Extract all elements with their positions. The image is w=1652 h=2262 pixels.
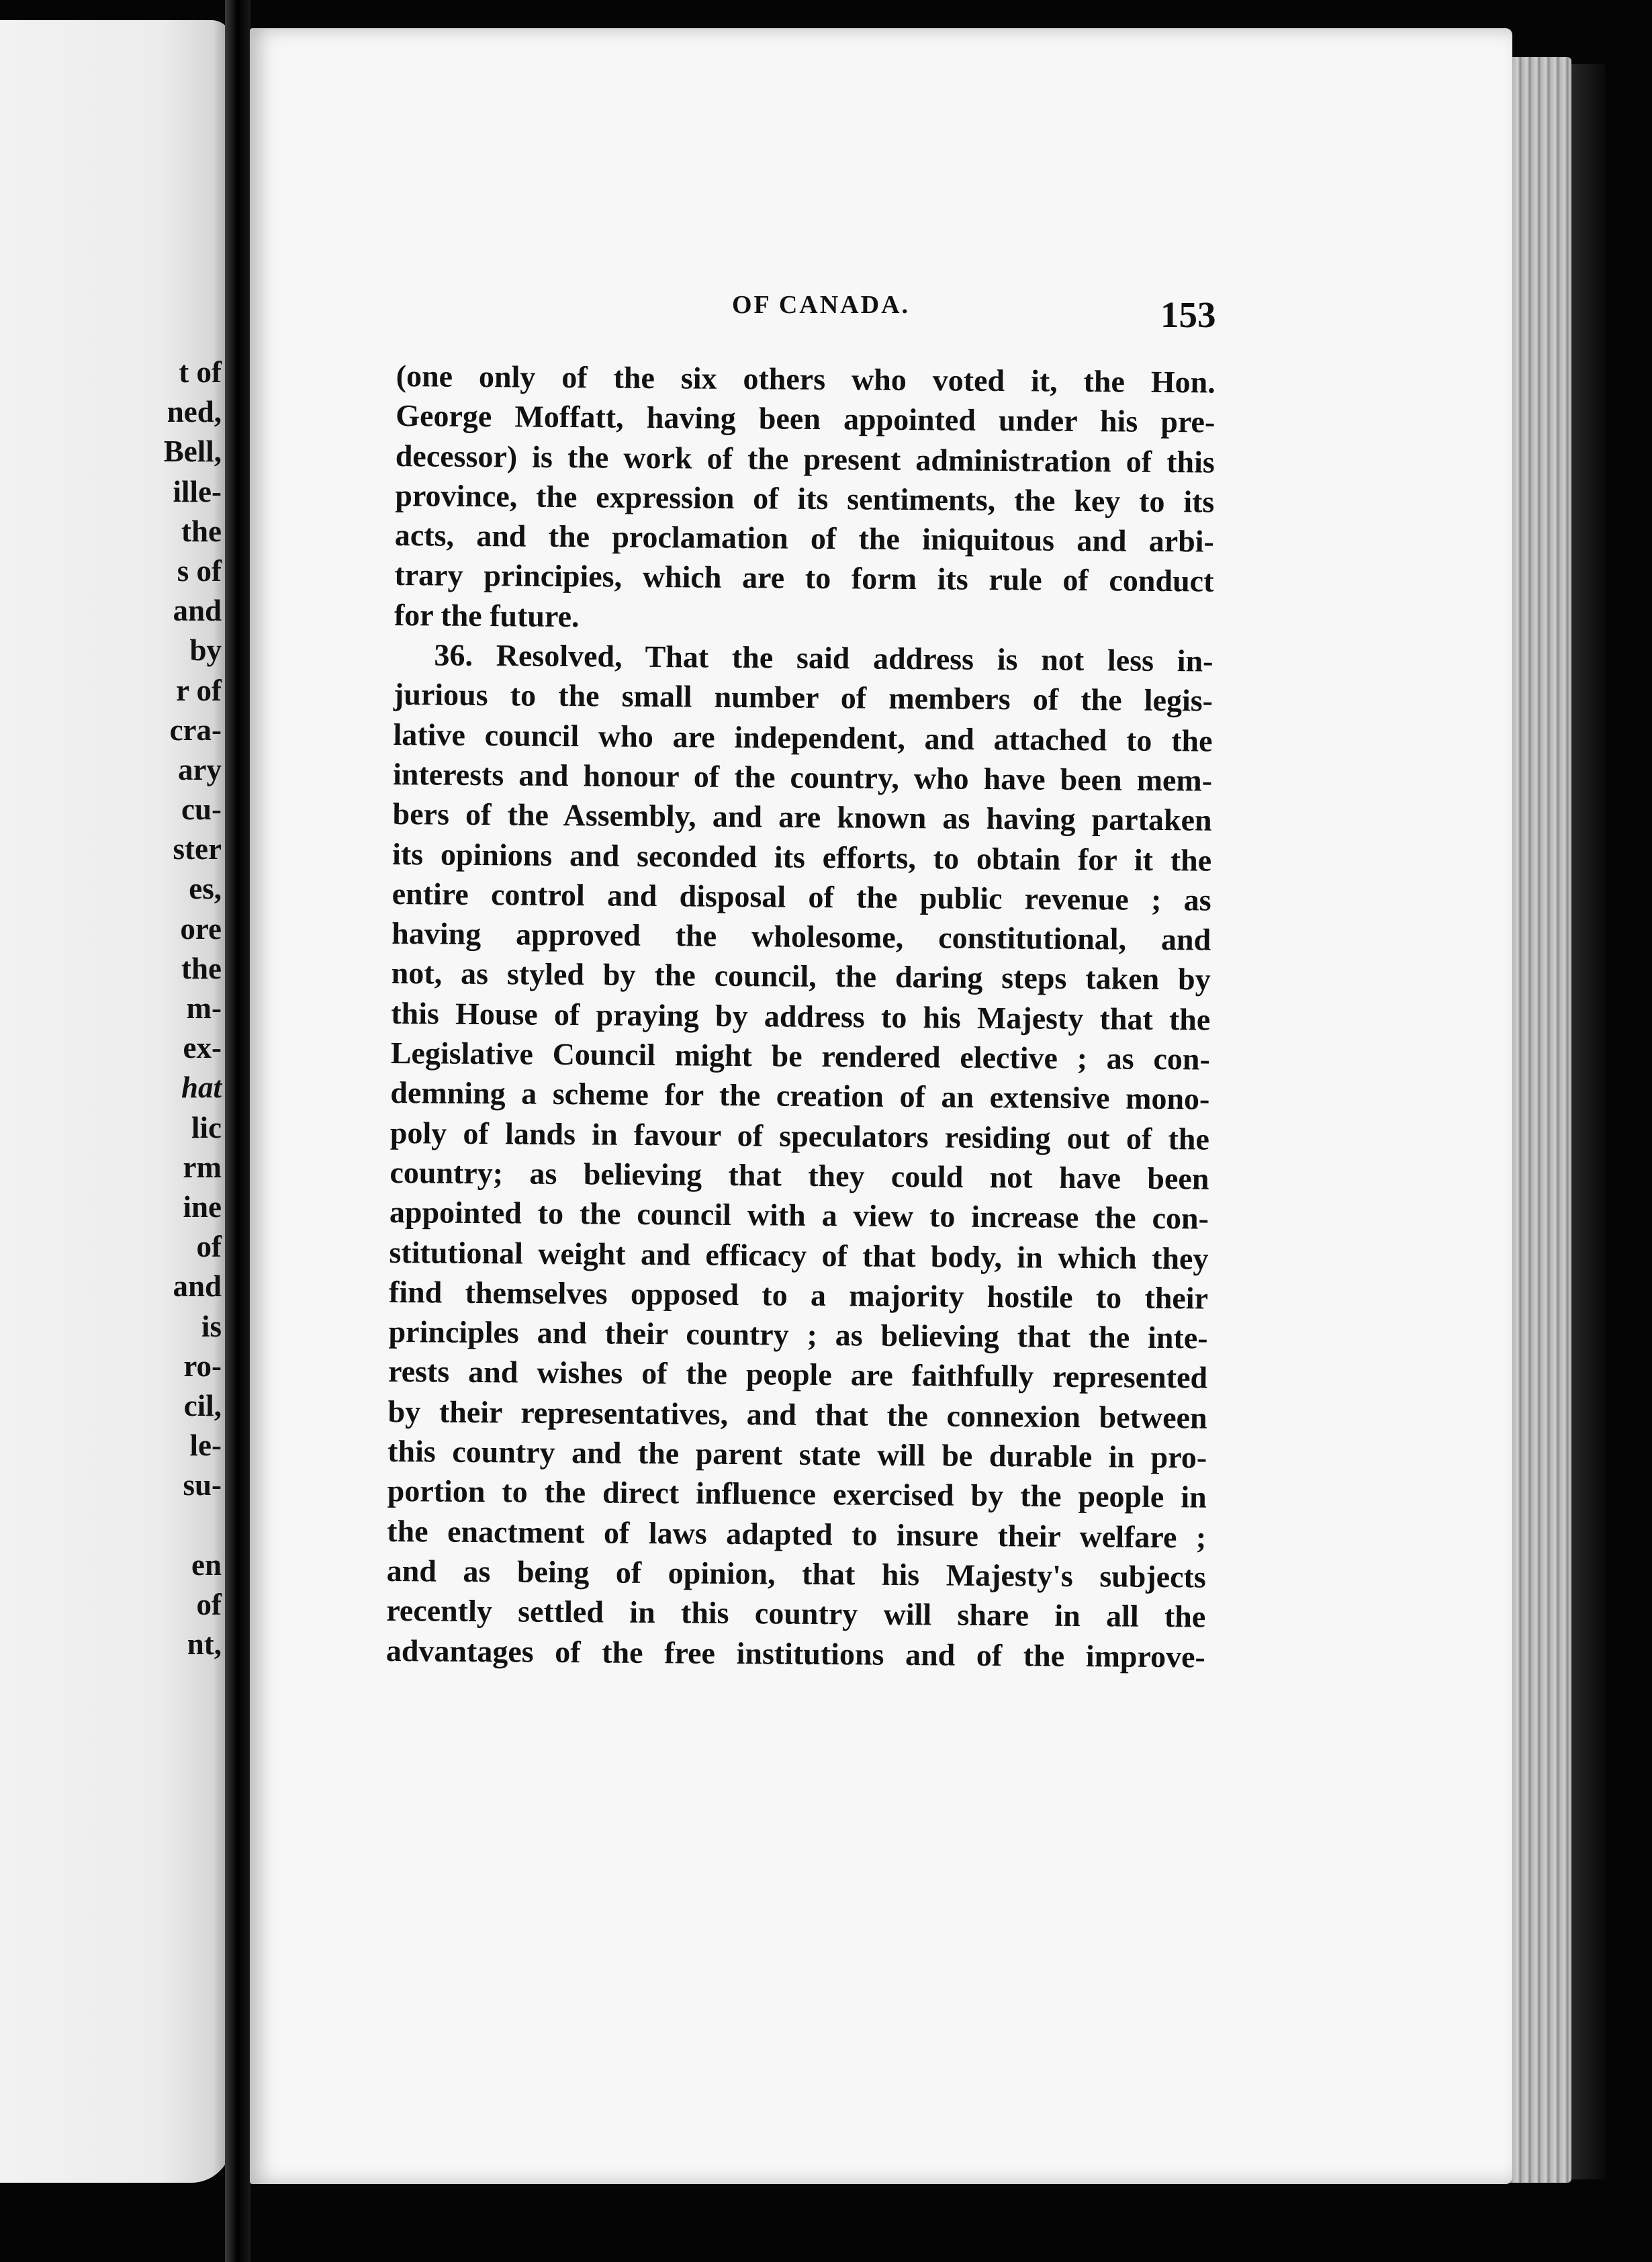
body-text (386, 356, 1215, 1676)
text-line: by their representatives, and that the connexion between (387, 1394, 1207, 1435)
left-page (0, 20, 232, 2183)
left-page-line: ine (183, 1189, 222, 1224)
left-page-line: ned, (167, 395, 222, 429)
left-page-line: ster (173, 832, 222, 866)
left-page-line: m- (186, 991, 222, 1025)
text-line: country; as believing that they could not have been (389, 1155, 1209, 1196)
resolution-36-first-line: 36. Resolved, That the said address is not less in- (434, 637, 1213, 678)
text-line: the enactment of laws adapted to insure their welfare ; (387, 1513, 1207, 1555)
text-line: rests and wishes of the people are faithfully represented (387, 1354, 1208, 1395)
left-page-line: cil, (183, 1388, 222, 1422)
text-line: entire control and disposal of the public revenue ; as (392, 876, 1211, 917)
text-line: portion to the direct influence exercised by the people in (387, 1474, 1207, 1514)
book-gutter (225, 0, 250, 2262)
left-page-line: le- (189, 1429, 222, 1463)
left-page-line: es, (189, 872, 222, 906)
text-line: for the future. (394, 597, 580, 633)
left-page-line: Bell, (163, 435, 222, 469)
left-page-line: ro- (183, 1349, 222, 1383)
left-page-line: of (196, 1587, 222, 1621)
left-page-line: the (181, 514, 222, 548)
text-line: its opinions and seconded its efforts, to obtain for it the (392, 836, 1212, 878)
text-line: having approved the wholesome, constitutional, and (392, 916, 1211, 957)
left-page-line: by (189, 633, 222, 668)
left-page-line: ary (178, 752, 222, 786)
left-page-line: cu- (181, 793, 222, 827)
running-head: OF CANADA. (732, 291, 911, 319)
left-page-line: lic (191, 1110, 222, 1144)
text-line: George Moffatt, having been appointed under his pre- (396, 398, 1215, 439)
text-line: advantages of the free institutions and of the improve- (385, 1633, 1206, 1674)
text-line: not, as styled by the council, the daring steps taken by (391, 956, 1211, 997)
book-fore-edge (1504, 57, 1571, 2183)
text-line: find themselves opposed to a majority hostile to their (388, 1274, 1209, 1316)
page-number: 153 (1160, 294, 1216, 335)
left-page-line: cra- (169, 713, 222, 747)
left-page-line: s of (177, 553, 222, 588)
text-line: interests and honour of the country, who have been mem- (392, 756, 1213, 798)
text-line: decessor) is the work of the present administration of this (395, 438, 1215, 480)
text-line: (one only of the six others who voted it, the Hon. (396, 358, 1215, 400)
text-line: trary principies, which are to form its rule of conduct (394, 557, 1214, 599)
left-page-line: and (173, 594, 222, 628)
text-line: demning a scheme for the creation of an extensive mono- (390, 1075, 1210, 1116)
left-page-line: and (173, 1269, 222, 1304)
left-page-line: en (191, 1547, 222, 1582)
left-page-text-column (0, 353, 222, 1664)
left-page-line (0, 1505, 222, 1545)
left-page-line: is (201, 1309, 222, 1343)
text-line: stitutional weight and efficacy of that body, in which they (389, 1234, 1209, 1276)
text-line: Legislative Council might be rendered elective ; as con- (390, 1036, 1211, 1077)
left-page-line: ille- (173, 474, 222, 508)
text-line: lative council who are independent, and attached to the (393, 717, 1213, 758)
text-line: appointed to the council with a view to increase the con- (389, 1195, 1209, 1236)
left-page-line: ore (180, 911, 222, 946)
left-page-line: of (196, 1230, 222, 1264)
left-page-line: su- (183, 1468, 222, 1502)
left-page-line: the (181, 951, 222, 985)
left-page-line: ex- (183, 1031, 222, 1065)
left-page-line: rm (183, 1150, 222, 1184)
text-line: this country and the parent state will be durable in pro- (387, 1433, 1207, 1475)
left-page-line: t of (179, 355, 222, 389)
left-page-line: hat (181, 1071, 222, 1105)
text-line: and as being of opinion, that his Majesty's subjects (386, 1553, 1206, 1594)
text-line: this House of praying by address to his Majesty that the (391, 995, 1211, 1037)
text-line: bers of the Assembly, and are known as having partaken (392, 797, 1212, 838)
text-line: poly of lands in favour of speculators residing out of the (389, 1115, 1210, 1157)
text-line: province, the expression of its sentiments, the key to its (395, 478, 1215, 519)
left-page-line: nt, (187, 1627, 222, 1661)
text-line: acts, and the proclamation of the iniquitous and arbi- (394, 518, 1215, 559)
left-page-line: r of (176, 673, 222, 707)
text-line: recently settled in this country will share in all the (386, 1593, 1206, 1634)
text-line: jurious to the small number of members of the legis- (393, 677, 1213, 718)
text-line: principles and their country ; as believing that the inte- (388, 1314, 1208, 1355)
